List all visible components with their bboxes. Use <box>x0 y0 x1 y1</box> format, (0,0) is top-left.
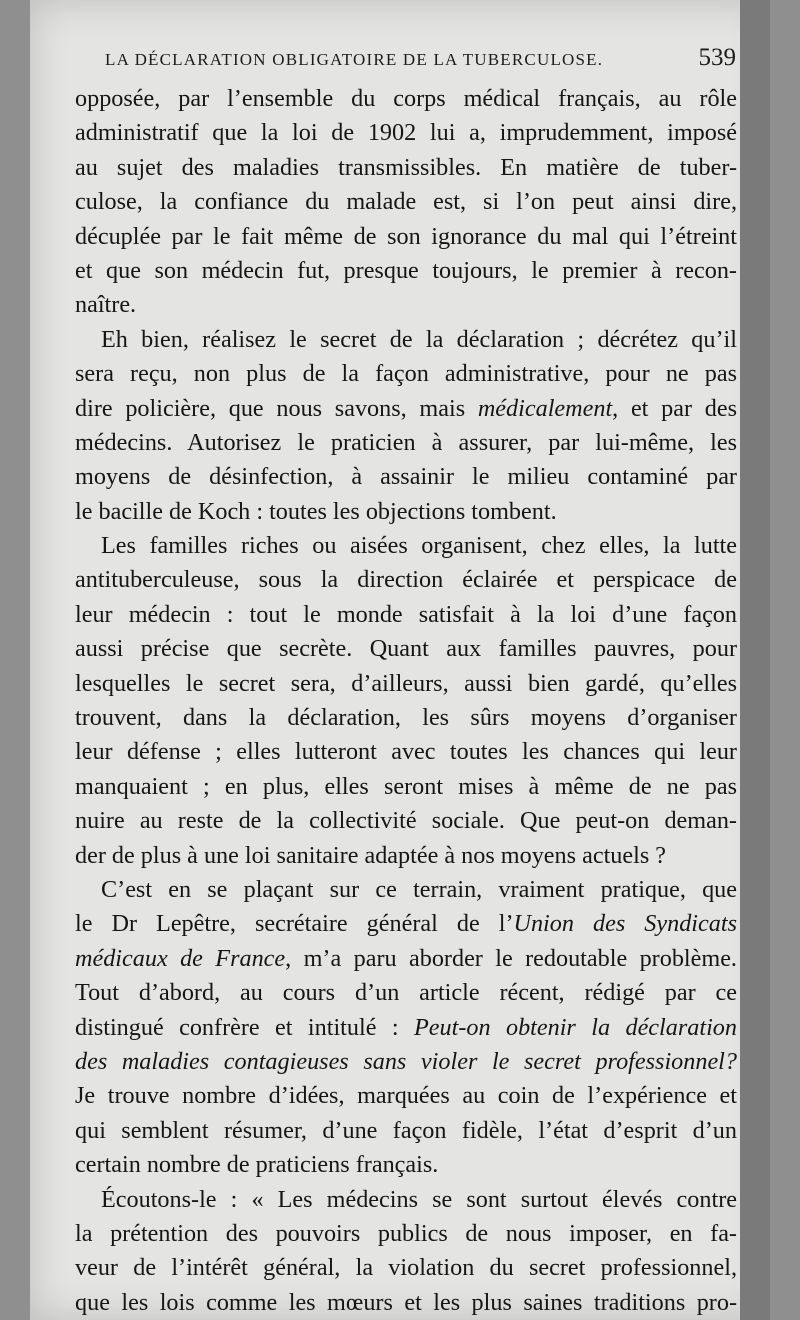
text-line <box>75 1045 737 1079</box>
text-line <box>75 460 737 494</box>
text-line <box>75 598 737 632</box>
text-line <box>75 1079 737 1113</box>
text-line <box>75 392 737 426</box>
line-text: Eh bien, réalisez le secret de la déclaration ; décrétez qu’il <box>101 325 737 353</box>
text-line <box>75 942 737 976</box>
line-text: distingué confrère et intitulé : <box>75 1013 414 1041</box>
text-line <box>75 1286 737 1320</box>
text-line <box>75 1183 737 1217</box>
line-text: décuplée par le fait même de son ignorance du mal qui l’étreint <box>75 222 737 250</box>
line-text: manquaient ; en plus, elles seront mises à même de ne pas <box>75 772 737 800</box>
line-text: et que son médecin fut, presque toujours, le premier à recon- <box>75 256 737 284</box>
line-text-after: , m’a paru aborder le redoutable problème. <box>285 944 737 972</box>
scan-edge <box>740 0 770 1320</box>
text-line <box>75 1251 737 1285</box>
running-title: LA DÉCLARATION OBLIGATOIRE DE LA TUBERCULOSE. <box>105 50 604 69</box>
line-text: opposée, par l’ensemble du corps médical français, au rôle <box>75 85 737 112</box>
line-text: le Dr Lepêtre, secrétaire général de l’ <box>75 910 514 938</box>
text-line <box>75 288 737 322</box>
line-text: veur de l’intérêt général, la violation du secret professionnel, <box>75 1254 737 1282</box>
line-text: Écoutons-le : « Les médecins se sont surtout élevés contre <box>101 1185 737 1213</box>
line-text: qui semblent résumer, d’une façon fidèle, l’état d’esprit d’un <box>75 1116 737 1144</box>
text-line <box>75 976 737 1010</box>
line-text: culose, la confiance du malade est, si l’on peut ainsi dire, <box>75 188 737 216</box>
text-line <box>75 1148 737 1182</box>
line-text: trouvent, dans la déclaration, les sûrs moyens d’organiser <box>75 704 737 732</box>
text-line <box>75 563 737 597</box>
line-text: antituberculeuse, sous la direction éclairée et perspicace de <box>75 566 737 594</box>
italic-text: médicalement <box>477 394 613 422</box>
text-line <box>75 667 737 701</box>
text-line <box>75 804 737 838</box>
line-text: certain nombre de praticiens français. <box>75 1151 439 1179</box>
text-line <box>75 839 737 873</box>
line-text: dire policière, que nous savons, mais <box>75 394 478 422</box>
italic-text: Union des Syndicats <box>513 910 737 938</box>
italic-text: Peut-on obtenir la déclaration <box>414 1013 737 1041</box>
text-line <box>75 735 737 769</box>
italic-text: des maladies contagieuses sans violer le secret professionnel? <box>75 1047 737 1075</box>
line-text: médecins. Autorisez le praticien à assurer, par lui-même, les <box>75 428 737 456</box>
text-line <box>75 701 737 735</box>
text-line <box>75 220 737 254</box>
text-line <box>75 116 737 150</box>
text-line <box>75 151 737 185</box>
text-line <box>75 873 737 907</box>
text-line <box>75 770 737 804</box>
text-line <box>75 185 737 219</box>
line-text: sera reçu, non plus de la façon administrative, pour ne pas <box>75 360 737 388</box>
line-text: Tout d’abord, au cours d’un article récent, rédigé par ce <box>75 979 737 1007</box>
text-line <box>75 82 737 116</box>
text-line <box>75 323 737 357</box>
line-text: au sujet des maladies transmissibles. En matière de tuber- <box>75 153 737 181</box>
text-line <box>75 907 737 941</box>
text-line <box>75 529 737 563</box>
line-text: leur défense ; elles lutteront avec toutes les chances qui leur <box>75 738 737 766</box>
line-text: Les familles riches ou aisées organisent, chez elles, la lutte <box>101 532 737 560</box>
text-line <box>75 1217 737 1251</box>
line-text: administratif que la loi de 1902 lui a, imprudemment, imposé <box>75 119 737 147</box>
line-text: aussi précise que secrète. Quant aux familles pauvres, pour <box>75 635 737 663</box>
page-header <box>75 44 740 78</box>
line-text: que les lois comme les mœurs et les plus saines traditions pro- <box>75 1288 737 1316</box>
text-line <box>75 1011 737 1045</box>
line-text: lesquelles le secret sera, d’ailleurs, aussi bien gardé, qu’elles <box>75 669 737 697</box>
text-line <box>75 495 737 529</box>
text-line <box>75 357 737 391</box>
line-text: Je trouve nombre d’idées, marquées au coin de l’expérience et <box>75 1082 737 1110</box>
text-line <box>75 254 737 288</box>
line-text: naître. <box>75 291 137 319</box>
italic-text: médicaux de France <box>75 944 286 972</box>
page-number: 539 <box>698 44 736 71</box>
text-line <box>75 1114 737 1148</box>
line-text: nuire au reste de la collectivité sociale. Que peut-on deman- <box>75 807 737 835</box>
line-text: le bacille de Koch : toutes les objections tombent. <box>75 497 557 525</box>
line-text: der de plus à une loi sanitaire adaptée à nos moyens actuels ? <box>75 841 667 869</box>
body-text <box>75 82 737 1320</box>
line-text: leur médecin : tout le monde satisfait à la loi d’une façon <box>75 600 737 628</box>
line-text: C’est en se plaçant sur ce terrain, vraiment pratique, que <box>101 875 737 903</box>
line-text: la prétention des pouvoirs publics de nous imposer, en fa- <box>75 1219 737 1247</box>
line-text-after: , et par des <box>612 394 737 422</box>
text-line <box>75 426 737 460</box>
text-line <box>75 632 737 666</box>
line-text: moyens de désinfection, à assainir le milieu contaminé par <box>75 463 737 491</box>
